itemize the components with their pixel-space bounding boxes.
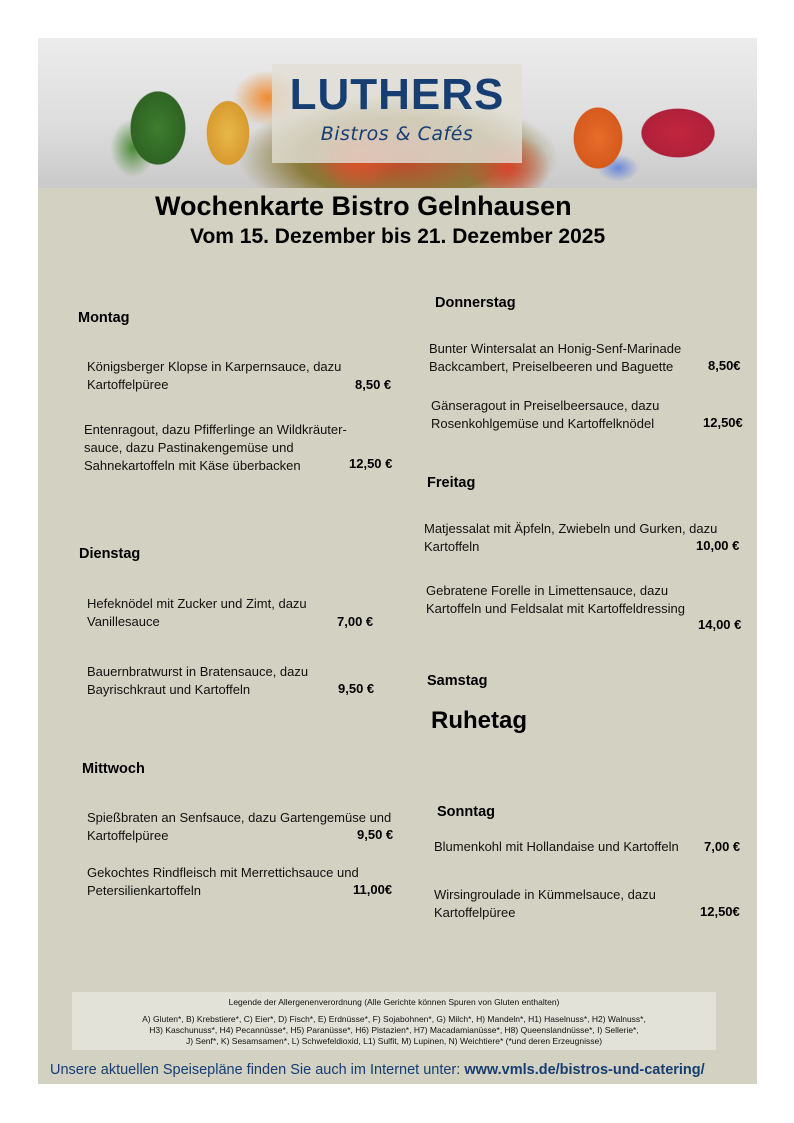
price-sonntag-1: 7,00 € <box>704 839 741 854</box>
dish-dienstag-2: Bauernbratwurst in Bratensauce, dazu Bayrischkraut und Kartoffeln <box>87 664 309 697</box>
footer-text: Unsere aktuellen Speisepläne finden Sie auch im Internet unter: <box>50 1062 465 1078</box>
menu-page <box>38 38 757 1084</box>
price-sonntag-2: 12,50€ <box>700 904 740 919</box>
date-range: Vom 15. Dezember bis 21. Dezember 2025 <box>190 225 606 248</box>
day-heading-samstag: Samstag <box>427 673 488 689</box>
price-dienstag-2: 9,50 € <box>338 681 375 696</box>
logo-subtitle: Bistros & Cafés <box>320 123 474 145</box>
day-heading-freitag: Freitag <box>427 475 476 491</box>
legend-heading: Legende der Allergenenverordnung (Alle Gerichte können Spuren von Gluten enthalten) <box>228 997 560 1007</box>
dish-mittwoch-1: Spießbraten an Senfsauce, dazu Gartengemüse und Kartoffelpüree <box>87 810 392 843</box>
dish-dienstag-1: Hefeknödel mit Zucker und Zimt, dazu Vanillesauce <box>87 596 307 629</box>
dish-freitag-2: Gebratene Forelle in Limettensauce, dazu Kartoffeln und Feldsalat mit Kartoffeldressing <box>426 583 685 616</box>
price-dienstag-1: 7,00 € <box>337 614 374 629</box>
price-montag-1: 8,50 € <box>355 377 392 392</box>
allergen-legend <box>72 992 716 1050</box>
day-heading-dienstag: Dienstag <box>79 546 141 562</box>
page-title: Wochenkarte Bistro Gelnhausen <box>155 191 572 221</box>
day-heading-montag: Montag <box>78 310 130 326</box>
price-mittwoch-2: 11,00€ <box>353 882 393 897</box>
food-photo-banner <box>38 38 757 188</box>
website-link[interactable]: www.vmls.de/bistros-und-catering/ <box>464 1062 705 1078</box>
legend-line-3: J) Senf*, K) Sesamsamen*, L) Schwefeldioxid, L1) Sulfit, M) Lupinen, N) Weichtiere* (*und deren Erzeugnisse) <box>185 1036 603 1046</box>
dish-donnerstag-1: Bunter Wintersalat an Honig-Senf-Marinade Backcambert, Preiselbeeren und Baguette <box>429 341 682 374</box>
logo-title: LUTHERS <box>289 70 505 119</box>
footer-note <box>50 1062 705 1078</box>
dish-montag-1: Königsberger Klopse in Karpernsauce, dazu Kartoffelpüree <box>87 359 342 392</box>
logo <box>272 64 522 163</box>
day-heading-sonntag: Sonntag <box>437 804 495 820</box>
price-mittwoch-1: 9,50 € <box>357 827 394 842</box>
dish-donnerstag-2: Gänseragout in Preiselbeersauce, dazu Rosenkohlgemüse und Kartoffelknödel <box>431 398 660 431</box>
day-heading-mittwoch: Mittwoch <box>82 761 145 777</box>
price-donnerstag-2: 12,50€ <box>703 415 743 430</box>
dish-mittwoch-2: Gekochtes Rindfleisch mit Merrettichsauce und Petersilienkartoffeln <box>87 865 359 898</box>
closed-notice: Ruhetag <box>431 707 527 734</box>
dish-sonntag-2: Wirsingroulade in Kümmelsauce, dazu Kartoffelpüree <box>434 887 656 920</box>
dish-freitag-1: Matjessalat mit Äpfeln, Zwiebeln und Gurken, dazu Kartoffeln <box>424 521 718 554</box>
price-donnerstag-1: 8,50€ <box>708 358 741 373</box>
dish-sonntag-1: Blumenkohl mit Hollandaise und Kartoffeln <box>434 839 679 854</box>
day-heading-donnerstag: Donnerstag <box>435 295 516 311</box>
price-montag-2: 12,50 € <box>349 456 393 471</box>
price-freitag-2: 14,00 € <box>698 617 742 632</box>
legend-line-1: A) Gluten*, B) Krebstiere*, C) Eier*, D) Fisch*, E) Erdnüsse*, F) Sojabohnen*, G) Milch*, H) Mandeln*, H1) Haselnuss*, H2) Walnuss*, <box>142 1014 646 1024</box>
dish-montag-2: Entenragout, dazu Pfifferlinge an Wildkräuter- sauce, dazu Pastinakengemüse und Sahnekartoffeln mit Käse überbacken <box>84 422 347 473</box>
legend-line-2: H3) Kaschunuss*, H4) Pecannüsse*, H5) Paranüsse*, H6) Pistazien*, H7) Macadamianüsse*, H8) Queenslandnüsse*, I) Sellerie*, <box>149 1025 639 1035</box>
price-freitag-1: 10,00 € <box>696 538 740 553</box>
